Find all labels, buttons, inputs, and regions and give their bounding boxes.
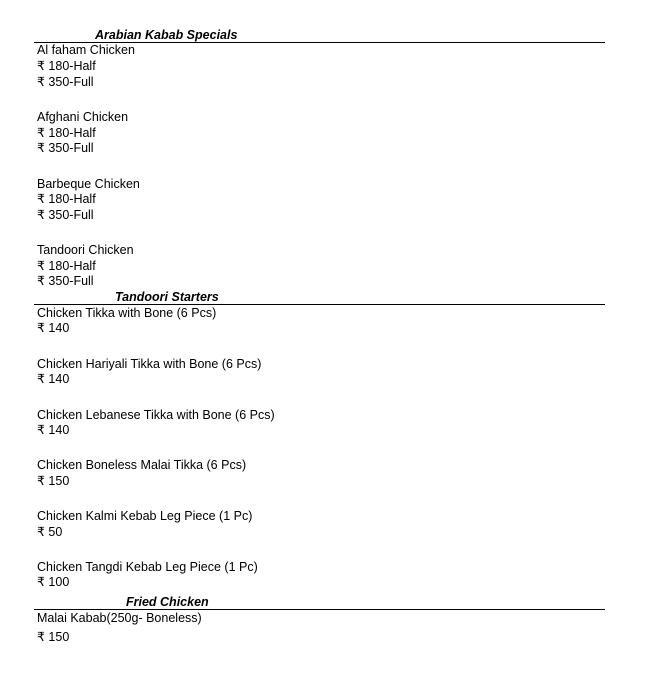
item-price: ₹ 140 xyxy=(37,372,70,386)
item-name: Malai Kabab(250g- Boneless) xyxy=(37,611,202,625)
item-price: ₹ 350-Full xyxy=(37,141,94,155)
item-name: Chicken Hariyali Tikka with Bone (6 Pcs) xyxy=(37,357,262,371)
item-price: ₹ 350-Full xyxy=(37,274,94,288)
item-price: ₹ 100 xyxy=(37,575,70,589)
section-header-tandoori-starters xyxy=(34,291,605,305)
item-name: Chicken Tikka with Bone (6 Pcs) xyxy=(37,306,217,320)
section-title: Fried Chicken xyxy=(126,595,209,609)
item-price: ₹ 150 xyxy=(37,630,70,644)
item-name: Chicken Lebanese Tikka with Bone (6 Pcs) xyxy=(37,408,275,422)
item-name: Tandoori Chicken xyxy=(37,243,134,257)
item-name: Chicken Kalmi Kebab Leg Piece (1 Pc) xyxy=(37,509,253,523)
item-price: ₹ 150 xyxy=(37,474,70,488)
section-header-arabian-kabab xyxy=(34,29,605,43)
item-name: Al faham Chicken xyxy=(37,43,135,57)
item-price: ₹ 350-Full xyxy=(37,208,94,222)
item-price: ₹ 350-Full xyxy=(37,75,94,89)
item-price: ₹ 50 xyxy=(37,525,63,539)
item-price: ₹ 140 xyxy=(37,423,70,437)
section-title: Tandoori Starters xyxy=(115,290,219,304)
item-name: Afghani Chicken xyxy=(37,110,129,124)
item-name: Chicken Boneless Malai Tikka (6 Pcs) xyxy=(37,458,247,472)
item-price: ₹ 140 xyxy=(37,321,70,335)
item-name: Chicken Tangdi Kebab Leg Piece (1 Pc) xyxy=(37,560,258,574)
item-price: ₹ 180-Half xyxy=(37,192,96,206)
item-price: ₹ 180-Half xyxy=(37,259,96,273)
item-price: ₹ 180-Half xyxy=(37,126,96,140)
section-title: Arabian Kabab Specials xyxy=(95,28,238,42)
section-header-fried-chicken xyxy=(34,596,605,610)
item-price: ₹ 180-Half xyxy=(37,59,96,73)
item-name: Barbeque Chicken xyxy=(37,177,140,191)
